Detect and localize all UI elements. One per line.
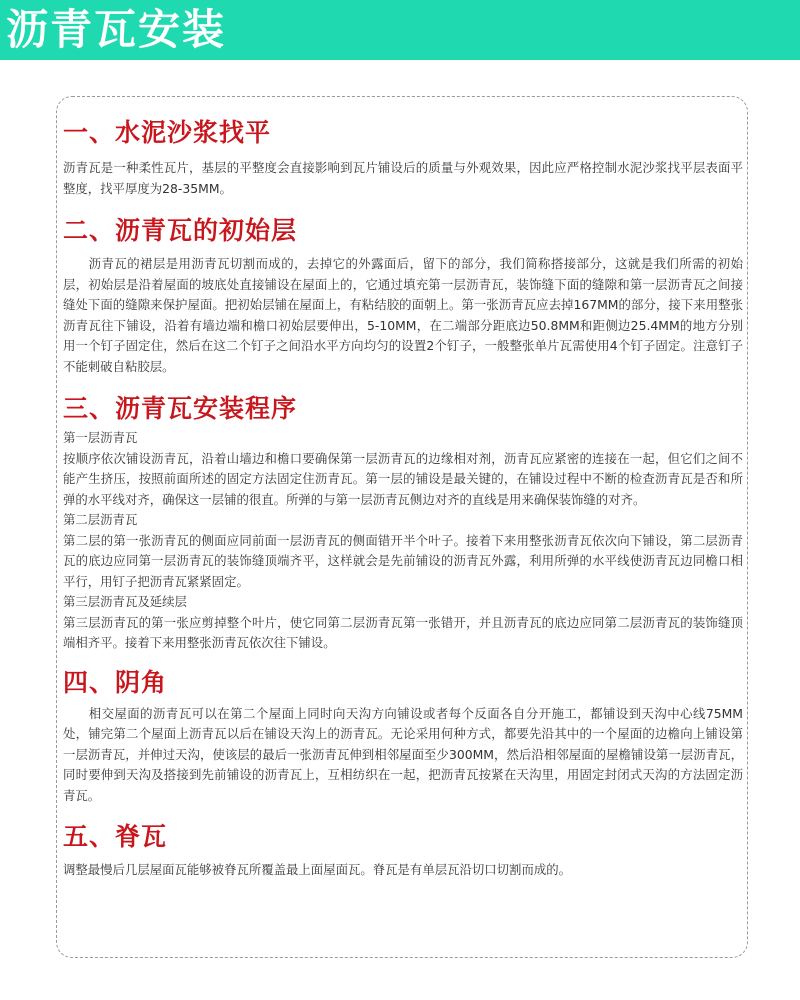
layer-2-text: 第二层的第一张沥青瓦的侧面应同前面一层沥青瓦的侧面错开半个叶子。接着下来用整张沥青瓦依次向下铺设，第二层沥青瓦的底边应同第一层沥青瓦的装饰缝顶端齐平，这样就会是先前铺设的沥青瓦外露，利用所弹的水平线使沥青瓦边同檐口相平行，用钉子把沥青瓦紧紧固定。	[63, 532, 743, 589]
section-3-title: 三、沥青瓦安装程序	[63, 394, 298, 423]
layer-3-text: 第三层沥青瓦的第一张应剪掉整个叶片，使它同第二层沥青瓦第一张错开，并且沥青瓦的底边应同第二层沥青瓦的装饰缝顶端相齐平。接着下来用整张沥青瓦依次往下铺设。	[63, 614, 743, 650]
layer-2-label: 第二层沥青瓦	[63, 512, 138, 527]
section-1-paragraph: 沥青瓦是一种柔性瓦片，基层的平整度会直接影响到瓦片铺设后的质量与外观效果，因此应严格控制水泥沙浆找平层表面平整度，找平厚度为28-35MM。	[63, 160, 743, 196]
layer-3-label: 第三层沥青瓦及延续层	[63, 594, 187, 609]
section-2-title: 二、沥青瓦的初始层	[63, 216, 298, 245]
section-4-title: 四、阴角	[63, 667, 168, 697]
section-5-title: 五、脊瓦	[63, 822, 168, 851]
article-content	[63, 112, 743, 881]
section-5-paragraph: 调整最慢后几层屋面瓦能够被脊瓦所覆盖最上面屋面瓦。脊瓦是有单层瓦沿切口切割而成的。	[63, 862, 572, 877]
section-2-paragraph: 沥青瓦的裙层是用沥青瓦切割而成的，去掉它的外露面后，留下的部分，我们简称搭接部分，这就是我们所需的初始层，初始层是沿着屋面的坡底处直接铺设在屋面上的，它通过填充第一层沥青瓦，装饰缝下面的缝隙和第一层沥青瓦之间接缝处下面的缝隙来保护屋面。把初始层铺在屋面上，有粘结胶的面朝上。第一张沥青瓦应去掉167MM的部分，接下来用整张沥青瓦往下铺设，沿着有墙边端和檐口初始层要伸出，5-10MM，在二端部分距底边50.8MM和距侧边25.4MM的地方分别用一个钉子固定住，然后在这二个钉子之间沿水平方向均匀的设置2个钉子，一般整张单片瓦需使用4个钉子固定。注意钉子不能刺破自粘胶层。	[63, 256, 743, 374]
layer-1-text: 按顺序依次铺设沥青瓦，沿着山墙边和檐口要确保第一层沥青瓦的边缘相对剂，沥青瓦应紧密的连接在一起，但它们之间不能产生挤压，按照前面所述的固定方法固定住沥青瓦。第一层的铺设是最关键的，在铺设过程中不断的检查沥青瓦是否和所弹的水平线对齐，确保这一层铺的很直。所弹的与第一层沥青瓦侧边对齐的直线是用来确保装饰缝的对齐。	[63, 450, 743, 507]
section-1-title: 一、水泥沙浆找平	[63, 118, 272, 147]
header-banner	[0, 0, 800, 60]
section-4-paragraph: 相交屋面的沥青瓦可以在第二个屋面上同时向天沟方向铺设或者每个反面各自分开施工，都铺设到天沟中心线75MM处，铺完第二个屋面上沥青瓦以后在铺设天沟上的沥青瓦。无论采用何种方式，都要先沿其中的一个屋面的边檐向上铺设第一层沥青瓦，并伸过天沟，使该层的最后一张沥青瓦伸到相邻屋面至少300MM，然后沿相邻屋面的屋檐铺设第一层沥青瓦，同时要伸到天沟及搭接到先前铺设的沥青瓦上，互相纺织在一起，把沥青瓦按紧在天沟里，用固定封闭式天沟的方法固定沥青瓦。	[63, 705, 743, 803]
page-title: 沥青瓦安装	[6, 5, 227, 54]
layer-1-label: 第一层沥青瓦	[63, 430, 138, 445]
